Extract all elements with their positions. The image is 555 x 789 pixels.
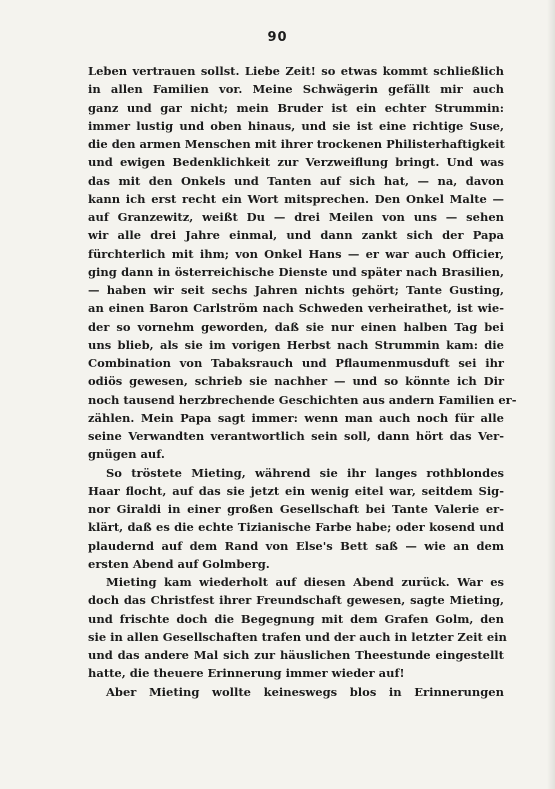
text-line: So tröstete Mieting, während sie ihr langes rothblondes: [106, 465, 504, 480]
text-line: klärt, daß es die echte Tizianische Farbe habe; oder kosend und: [88, 520, 504, 535]
text-line: an einen Baron Carlström nach Schweden verheirathet, ist wie-: [88, 301, 504, 316]
text-line: in allen Familien vor. Meine Schwägerin gefällt mir auch: [88, 82, 504, 97]
text-line: Aber Mieting wollte keineswegs blos in Erinnerungen: [106, 684, 504, 699]
text-line: sie in allen Gesellschaften trafen und der auch in letzter Zeit ein: [88, 629, 507, 644]
text-line: und das andere Mal sich zur häuslichen Theestunde eingestellt: [88, 648, 504, 662]
text-line: odiös gewesen, schrieb sie nachher — und so könnte ich Dir: [88, 374, 504, 389]
text-line: plaudernd auf dem Rand von Else's Bett saß — wie an dem: [88, 538, 504, 553]
text-line: — haben wir seit sechs Jahren nichts gehört; Tante Gusting,: [88, 283, 504, 297]
text-line: kann ich erst recht ein Wort mitsprechen. Den Onkel Malte —: [88, 191, 504, 206]
text-line: uns blieb, als sie im vorigen Herbst nach Strummin kam: die: [88, 337, 504, 352]
text-line: fürchterlich mit ihm; von Onkel Hans — er war auch Officier,: [88, 246, 504, 261]
text-line: ersten Abend auf Golmberg.: [88, 556, 270, 571]
text-line: der so vornehm geworden, daß sie nur einen halben Tag bei: [88, 319, 504, 334]
text-line: auf Granzewitz, weißt Du — drei Meilen von uns — sehen: [88, 210, 504, 224]
text-line: und frischte doch die Begegnung mit dem Grafen Golm, den: [88, 611, 504, 626]
text-line: Mieting kam wiederholt auf diesen Abend zurück. War es: [106, 575, 504, 589]
text-line: die den armen Menschen mit ihrer trockenen Philisterhaftigkeit: [88, 137, 505, 151]
text-line: zählen. Mein Papa sagt immer: wenn man auch noch für alle: [88, 410, 504, 425]
page-number: 90: [267, 30, 288, 45]
text-line: doch das Christfest ihrer Freundschaft gewesen, sagte Mieting,: [88, 593, 504, 608]
text-line: Leben vertrauen sollst. Liebe Zeit! so etwas kommt schließlich: [88, 64, 504, 78]
text-line: noch tausend herzbrechende Geschichten aus andern Familien er-: [88, 392, 517, 407]
text-line: das mit den Onkels und Tanten auf sich hat, — na, davon: [88, 173, 504, 188]
body-text: [88, 62, 517, 701]
text-line: ging dann in österreichische Dienste und später nach Brasilien,: [88, 264, 504, 279]
text-line: Haar flocht, auf das sie jetzt ein wenig eitel war, seitdem Sig-: [88, 483, 504, 498]
text-line: und ewigen Bedenklichkeit zur Verzweiflung bringt. Und was: [88, 155, 504, 170]
text-line: hatte, die theuere Erinnerung immer wieder auf!: [88, 666, 405, 681]
text-line: wir alle drei Jahre einmal, und dann zankt sich der Papa: [88, 228, 504, 243]
text-line: nor Giraldi in einer großen Gesellschaft bei Tante Valerie er-: [88, 502, 504, 516]
text-line: seine Verwandten verantwortlich sein soll, dann hört das Ver-: [88, 429, 504, 443]
text-line: immer lustig und oben hinaus, und sie ist eine richtige Suse,: [88, 118, 504, 133]
text-line: Combination von Tabaksrauch und Pflaumenmusduft sei ihr: [88, 356, 504, 370]
text-line: gnügen auf.: [88, 447, 165, 462]
text-line: ganz und gar nicht; mein Bruder ist ein echter Strummin:: [88, 100, 504, 115]
